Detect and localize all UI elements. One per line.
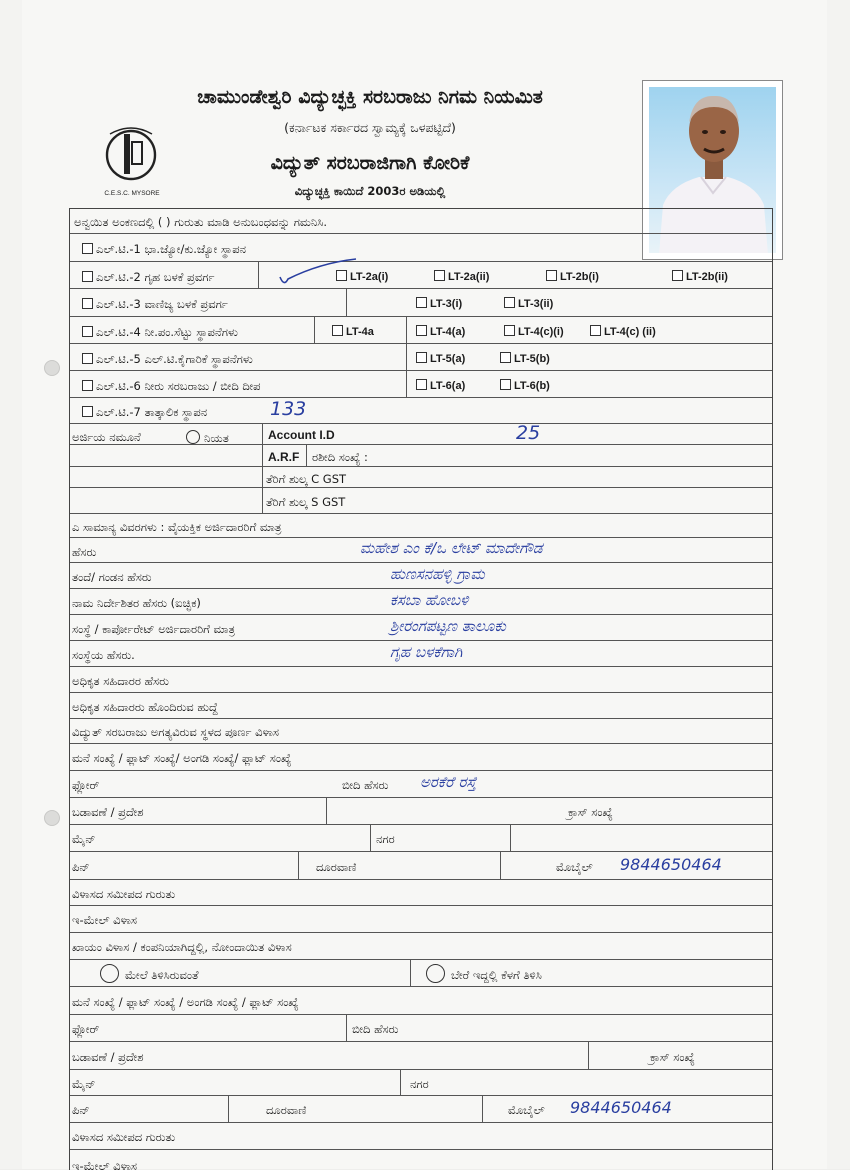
lt5-label: ಎಲ್.ಟಿ.-5 ಎಲ್.ಟಿ.ಕೈಗಾರಿಕೆ ಸ್ಥಾಪನೆಗಳು	[96, 352, 253, 366]
supply-address-row	[70, 719, 772, 744]
pin2-row	[70, 1096, 772, 1123]
street2-label: ಬೀದಿ ಹೆಸರು	[352, 1022, 399, 1036]
lt4-opt-checkbox[interactable]	[504, 325, 515, 336]
pin-label: ಪಿನ್	[72, 860, 90, 874]
lt6-opt: LT-6(b)	[514, 380, 550, 392]
nominee-label: ನಾಮ ನಿರ್ದೇಶಿತರ ಹೆಸರು (ಐಚ್ಛಿಕ)	[72, 596, 201, 610]
lt3-checkbox[interactable]	[82, 298, 93, 309]
org-subtitle: (ಕರ್ನಾಟಕ ಸರ್ಕಾರದ ಸ್ವಾಮ್ಯಕ್ಕೆ ಒಳಪಟ್ಟಿದೆ)	[284, 120, 456, 135]
lt1-row	[70, 234, 772, 262]
lt2-checkbox[interactable]	[82, 271, 93, 282]
company-name-value: ಗೃಹ ಬಳಕೆಗಾಗಿ	[390, 643, 463, 661]
as-above-radio[interactable]	[100, 964, 119, 983]
other-address-label: ಬೇರೆ ಇದ್ದಲ್ಲಿ ಕೆಳಗೆ ತಿಳಿಸಿ	[451, 968, 542, 982]
main2-row	[70, 1070, 772, 1096]
lt2-opt-checkbox[interactable]	[546, 270, 557, 281]
name-label: ಹೆಸರು	[72, 545, 97, 559]
father-value: ಹುಣಸನಹಳ್ಳಿ ಗ್ರಾಮ	[390, 565, 485, 583]
lt4-opt-checkbox[interactable]	[590, 325, 601, 336]
area-label: ಬಡಾವಣೆ / ಪ್ರದೇಶ	[72, 805, 144, 819]
main2-label: ಮೈನ್	[72, 1077, 96, 1091]
application-type-label: ಅರ್ಜಿಯ ನಮೂನೆ	[72, 430, 141, 444]
lt4-row	[70, 317, 772, 344]
lt2-opt-checkbox[interactable]	[434, 270, 445, 281]
tick-mark-icon	[270, 257, 360, 287]
street-label: ಬೀದಿ ಹೆಸರು	[342, 778, 389, 792]
cross2-label: ಕ್ರಾಸ್ ಸಂಖ್ಯೆ	[650, 1050, 695, 1064]
lt3-row	[70, 289, 772, 317]
section-a-row	[70, 514, 772, 538]
lt7-checkbox[interactable]	[82, 406, 93, 417]
lt5-opt-checkbox[interactable]	[500, 352, 511, 363]
lt6-opt-checkbox[interactable]	[416, 379, 427, 390]
main-row	[70, 825, 772, 852]
lt1-checkbox[interactable]	[82, 243, 93, 254]
lt2-opt: LT-2a(i)	[350, 271, 389, 283]
landmark-label: ವಿಳಾಸದ ಸಮೀಪದ ಗುರುತು	[72, 887, 176, 901]
regular-label: ನಿಯತ	[204, 431, 229, 445]
lt3-opt: LT-3(ii)	[518, 298, 554, 310]
house-no2-row	[70, 987, 772, 1015]
email2-row	[70, 1150, 772, 1170]
area-row	[70, 798, 772, 825]
lt5-opt-checkbox[interactable]	[416, 352, 427, 363]
lt4-checkbox[interactable]	[82, 326, 93, 337]
house-no-row	[70, 744, 772, 771]
punch-hole	[44, 810, 60, 826]
supply-address-label: ವಿದ್ಯುತ್ ಸರಬರಾಜು ಅಗತ್ಯವಿರುವ ಸ್ಥಳದ ಪೂರ್ಣ ವಿಳಾಸ	[72, 725, 279, 739]
form-title: ವಿದ್ಯುತ್ ಸರಬರಾಜಿಗಾಗಿ ಕೋರಿಕೆ	[270, 152, 470, 174]
floor2-row	[70, 1015, 772, 1042]
lt5-opt: LT-5(b)	[514, 353, 550, 365]
lt2-opt: LT-2a(ii)	[448, 271, 490, 283]
handwritten-133: 133	[270, 398, 307, 420]
area2-row	[70, 1042, 772, 1070]
signatory-label: ಅಧಿಕೃತ ಸಹಿದಾರರ ಹೆಸರು	[72, 674, 169, 688]
lt3-opt-checkbox[interactable]	[416, 297, 427, 308]
city2-label: ನಗರ	[410, 1077, 429, 1091]
area2-label: ಬಡಾವಣೆ / ಪ್ರದೇಶ	[72, 1050, 144, 1064]
city-label: ನಗರ	[376, 832, 395, 846]
name-row	[70, 538, 772, 563]
pin2-label: ಪಿನ್	[72, 1103, 90, 1117]
address-choice-row	[70, 960, 772, 987]
email2-label: ಇ-ಮೇಲ್ ವಿಳಾಸ	[72, 1159, 137, 1170]
cross-label: ಕ್ರಾಸ್ ಸಂಖ್ಯೆ	[568, 805, 613, 819]
lt6-opt-checkbox[interactable]	[500, 379, 511, 390]
company-label: ಸಂಸ್ಥೆ / ಕಾರ್ಪೋರೇಟ್ ಅರ್ಜಿದಾರರಿಗೆ ಮಾತ್ರ	[72, 622, 236, 636]
arf-row	[70, 445, 772, 467]
receipt-label: ರಶೀದಿ ಸಂಖ್ಯೆ :	[312, 450, 368, 464]
nominee-row	[70, 589, 772, 615]
house-no2-label: ಮನೆ ಸಂಖ್ಯೆ / ಫ್ಲಾಟ್ ಸಂಖ್ಯೆ / ಅಂಗಡಿ ಸಂಖ್ಯೆ / ಫ್ಲಾಟ್ ಸಂಖ್ಯೆ	[72, 995, 299, 1009]
mobile-value: 9844650464	[620, 855, 722, 874]
cgst-label: ತೆರಿಗೆ ಶುಲ್ಕ C GST	[266, 472, 347, 486]
signatory-row	[70, 667, 772, 693]
name-value: ಮಹೇಶ ಎಂ ಕೆ/ಒ ಲೇಟ್ ಮಾದೇಗೌಡ	[360, 539, 543, 557]
lt5-checkbox[interactable]	[82, 353, 93, 364]
company-value: ಶ್ರೀರಂಗಪಟ್ಟಣ ತಾಲೂಕು	[390, 617, 506, 635]
lt4-label: ಎಲ್.ಟಿ.-4 ನೀ.ಪಂ.ಸೆಟ್ಟು ಸ್ಥಾಪನೆಗಳು	[96, 325, 238, 339]
landmark2-label: ವಿಳಾಸದ ಸಮೀಪದ ಗುರುತು	[72, 1130, 176, 1144]
street-value: ಅರಕೆರೆ ರಸ್ತೆ	[420, 773, 477, 791]
lt3-label: ಎಲ್.ಟಿ.-3 ವಾಣಿಜ್ಯ ಬಳಕೆ ಪ್ರವರ್ಗ	[96, 297, 228, 311]
company-name-row	[70, 641, 772, 667]
permanent-label: ಖಾಯಂ ವಿಳಾಸ / ಕಂಪನಿಯಾಗಿದ್ದಲ್ಲಿ, ನೋಂದಾಯಿತ ವಿಳಾಸ	[72, 940, 292, 954]
arf-label: A.R.F	[268, 450, 300, 464]
instruction-text: ಅನ್ವಯಿತ ಅಂಕಣದಲ್ಲಿ ( ) ಗುರುತು ಮಾಡಿ ಅನುಬಂಧವನ್ನು ಗಮನಿಸಿ.	[74, 215, 328, 229]
designation-label: ಅಧಿಕೃತ ಸಹಿದಾರರು ಹೊಂದಿರುವ ಹುದ್ದೆ	[72, 700, 218, 714]
instruction-row	[70, 209, 772, 234]
floor2-label: ಫ್ಲೋರ್	[72, 1022, 100, 1036]
lt7-label: ಎಲ್.ಟಿ.-7 ತಾತ್ಕಾಲಿಕ ಸ್ಥಾಪನ	[96, 405, 208, 419]
house-no-label: ಮನೆ ಸಂಖ್ಯೆ / ಫ್ಲಾಟ್ ಸಂಖ್ಯೆ/ ಅಂಗಡಿ ಸಂಖ್ಯೆ/ ಫ್ಲಾಟ್ ಸಂಖ್ಯೆ	[72, 751, 292, 765]
permanent-row	[70, 933, 772, 960]
phone-label: ದೂರವಾಣಿ	[316, 860, 357, 874]
application-form	[69, 208, 773, 1170]
act-line: ವಿದ್ಯುಚ್ಛಕ್ತಿ ಕಾಯಿದೆ 2003ರ ಅಡಿಯಲ್ಲಿ	[294, 184, 446, 198]
other-address-radio[interactable]	[426, 964, 445, 983]
section-a-title: ಎ ಸಾಮಾನ್ಯ ವಿವರಗಳು : ವೈಯಕ್ತಿಕ ಅರ್ಜಿದಾರರಿಗೆ ಮಾತ್ರ	[72, 520, 282, 534]
lt4-opt: LT-4(a)	[430, 326, 466, 338]
landmark-row	[70, 880, 772, 906]
email-label: ಇ-ಮೇಲ್ ವಿಳಾಸ	[72, 913, 137, 927]
sgst-row	[70, 488, 772, 514]
lt5-opt: LT-5(a)	[430, 353, 466, 365]
father-label: ತಂದೆ/ ಗಂಡನ ಹೆಸರು	[72, 570, 152, 584]
mobile2-label: ಮೊಬೈಲ್	[508, 1103, 545, 1117]
account-id-label: Account I.D	[268, 428, 335, 442]
lt5-row	[70, 344, 772, 371]
lt4-opt: LT-4a	[346, 326, 374, 338]
account-id-row	[70, 424, 772, 445]
cesc-logo-icon	[98, 124, 164, 190]
logo-caption: C.E.S.C. MYSORE	[104, 190, 160, 197]
mobile2-value: 9844650464	[570, 1098, 672, 1117]
as-above-label: ಮೇಲೆ ತಿಳಿಸಿರುವಂತೆ	[125, 968, 199, 982]
father-row	[70, 563, 772, 589]
nominee-value: ಕಸಬಾ ಹೋಬಳಿ	[390, 591, 469, 609]
org-title: ಚಾಮುಂಡೇಶ್ವರಿ ವಿದ್ಯುಚ್ಛಕ್ತಿ ಸರಬರಾಜು ನಿಗಮ ನಿಯಮಿತ	[197, 86, 543, 108]
pin-row	[70, 852, 772, 880]
punch-hole	[44, 360, 60, 376]
main-label: ಮೈನ್	[72, 832, 96, 846]
floor-label: ಫ್ಲೋರ್	[72, 778, 100, 792]
company-row	[70, 615, 772, 641]
lt6-label: ಎಲ್.ಟಿ.-6 ನೀರು ಸರಬರಾಜು / ಬೀದಿ ದೀಪ	[96, 379, 261, 393]
handwritten-25: 25	[516, 422, 541, 444]
lt3-opt-checkbox[interactable]	[504, 297, 515, 308]
floor-row	[70, 771, 772, 798]
lt6-row	[70, 371, 772, 398]
lt6-checkbox[interactable]	[82, 380, 93, 391]
lt1-label: ಎಲ್.ಟಿ.-1 ಭಾ.ಜ್ಯೋ/ಕು.ಜ್ಯೋ ಸ್ಥಾಪನ	[96, 242, 247, 256]
lt2-opt: LT-2b(ii)	[686, 271, 728, 283]
lt3-opt: LT-3(i)	[430, 298, 463, 310]
designation-row	[70, 693, 772, 719]
sgst-label: ತೆರಿಗೆ ಶುಲ್ಕ S GST	[266, 495, 346, 509]
lt6-opt: LT-6(a)	[430, 380, 466, 392]
email-row	[70, 906, 772, 933]
regular-radio[interactable]	[186, 430, 200, 444]
lt4-opt-checkbox[interactable]	[332, 325, 343, 336]
company-name-label: ಸಂಸ್ಥೆಯ ಹೆಸರು.	[72, 648, 135, 662]
mobile-label: ಮೊಬೈಲ್	[556, 860, 593, 874]
cgst-row	[70, 467, 772, 488]
lt2-opt: LT-2b(i)	[560, 271, 599, 283]
phone2-label: ದೂರವಾಣಿ	[266, 1103, 307, 1117]
lt4-opt: LT-4(c)(i)	[518, 326, 564, 338]
lt2-label: ಎಲ್.ಟಿ.-2 ಗೃಹ ಬಳಕೆ ಪ್ರವರ್ಗ	[96, 270, 215, 284]
landmark2-row	[70, 1123, 772, 1150]
lt4-opt: LT-4(c) (ii)	[604, 326, 656, 338]
lt2-row	[70, 262, 772, 289]
lt4-opt-checkbox[interactable]	[416, 325, 427, 336]
lt7-row	[70, 398, 772, 424]
lt2-opt-checkbox[interactable]	[672, 270, 683, 281]
